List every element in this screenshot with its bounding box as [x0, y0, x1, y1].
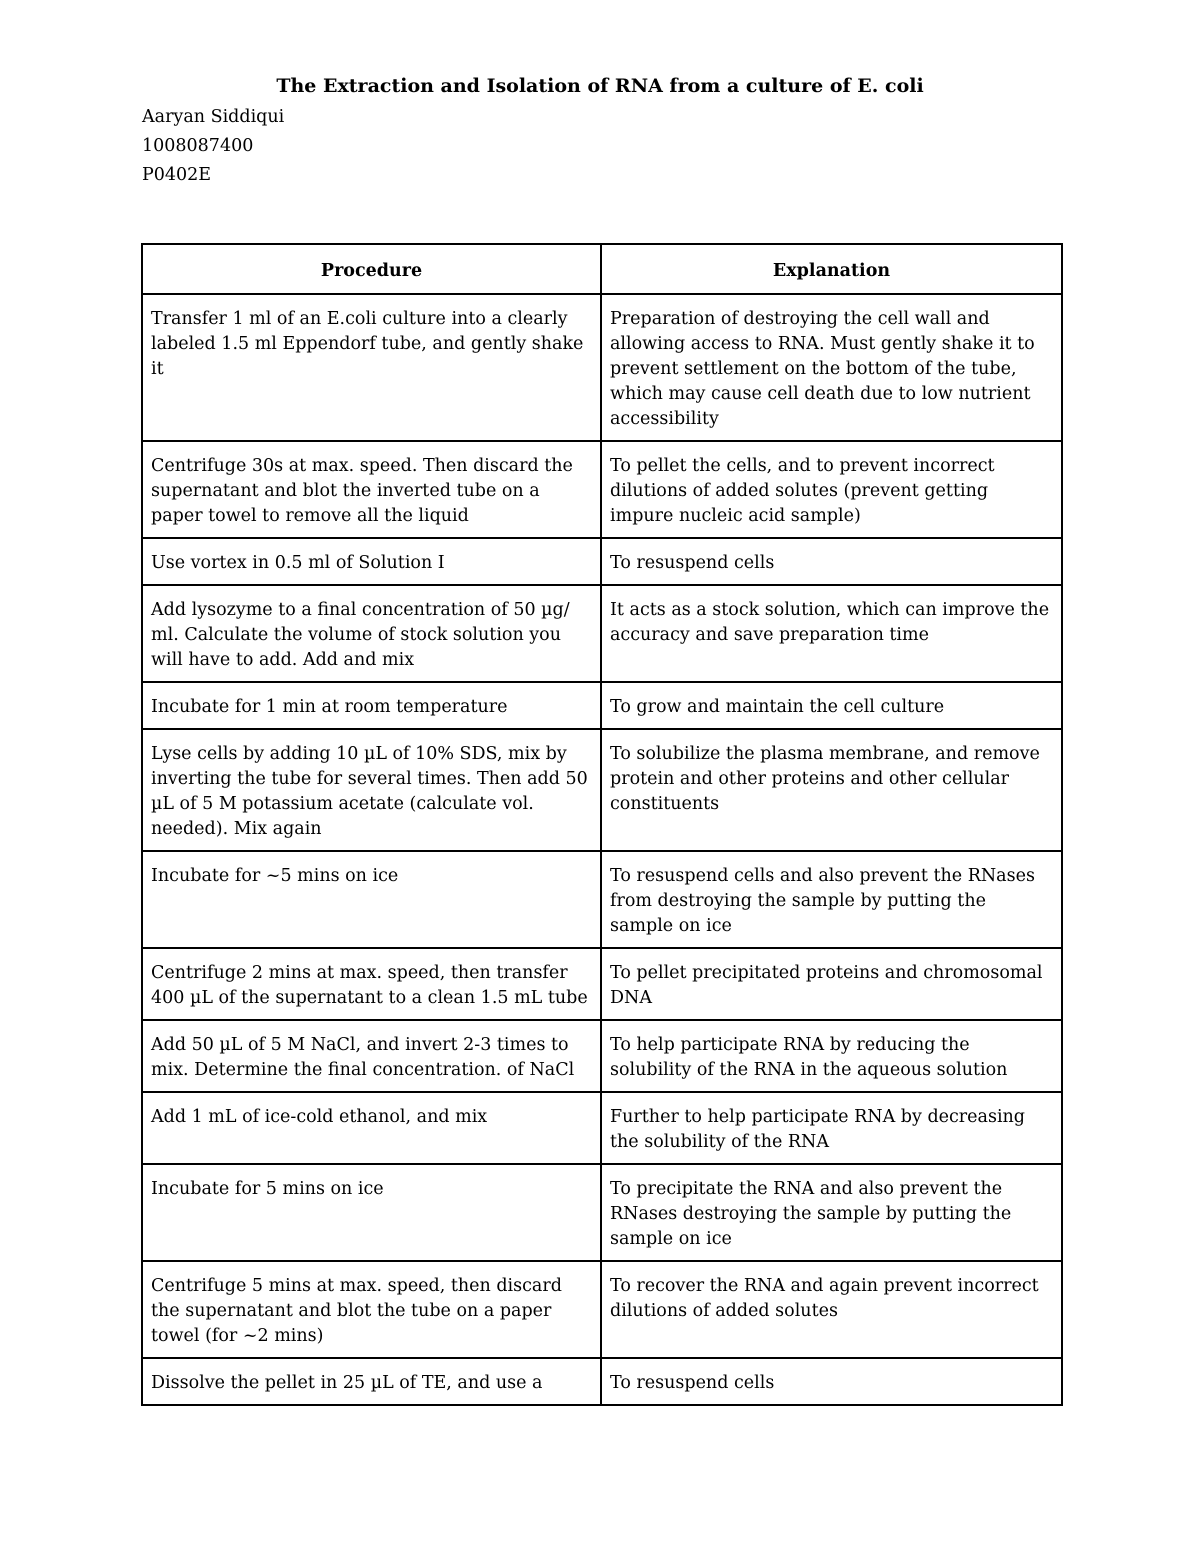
- table-row: [142, 729, 1062, 851]
- procedure-cell: Centrifuge 30s at max. speed. Then discard the supernatant and blot the inverted tube on a paper towel to remove all the liquid: [142, 441, 601, 538]
- procedure-cell: Transfer 1 ml of an E.coli culture into a clearly labeled 1.5 ml Eppendorf tube, and gently shake it: [142, 294, 601, 441]
- explanation-cell: Preparation of destroying the cell wall and allowing access to RNA. Must gently shake it to prevent settlement on the bottom of the tube, which may cause cell death due to low nutrient accessibility: [601, 294, 1062, 441]
- procedure-cell: Centrifuge 2 mins at max. speed, then transfer 400 µL of the supernatant to a clean 1.5 mL tube: [142, 948, 601, 1020]
- procedure-cell: Use vortex in 0.5 ml of Solution I: [142, 538, 601, 585]
- procedure-cell: Incubate for ~5 mins on ice: [142, 851, 601, 948]
- table-row: [142, 538, 1062, 585]
- author-name: Aaryan Siddiqui: [142, 107, 285, 127]
- explanation-cell: To resuspend cells and also prevent the RNases from destroying the sample by putting the sample on ice: [601, 851, 1062, 948]
- procedure-cell: Incubate for 1 min at room temperature: [142, 682, 601, 729]
- procedure-table: [141, 243, 1063, 1406]
- table-header-row: [142, 244, 1062, 294]
- procedure-cell: Lyse cells by adding 10 µL of 10% SDS, mix by inverting the tube for several times. Then add 50 µL of 5 M potassium acetate (calculate vol. needed). Mix again: [142, 729, 601, 851]
- explanation-cell: To pellet the cells, and to prevent incorrect dilutions of added solutes (prevent getting impure nucleic acid sample): [601, 441, 1062, 538]
- table-row: [142, 585, 1062, 682]
- procedure-cell: Add 1 mL of ice-cold ethanol, and mix: [142, 1092, 601, 1164]
- table-row: [142, 1020, 1062, 1092]
- student-number: 1008087400: [142, 136, 254, 156]
- explanation-cell: To recover the RNA and again prevent incorrect dilutions of added solutes: [601, 1261, 1062, 1358]
- explanation-cell: To resuspend cells: [601, 538, 1062, 585]
- procedure-column-header: Procedure: [142, 244, 601, 294]
- explanation-cell: To precipitate the RNA and also prevent the RNases destroying the sample by putting the sample on ice: [601, 1164, 1062, 1261]
- procedure-cell: Centrifuge 5 mins at max. speed, then discard the supernatant and blot the tube on a paper towel (for ~2 mins): [142, 1261, 601, 1358]
- table-row: [142, 1092, 1062, 1164]
- table-row: [142, 441, 1062, 538]
- explanation-cell: To resuspend cells: [601, 1358, 1062, 1405]
- explanation-cell: To help participate RNA by reducing the solubility of the RNA in the aqueous solution: [601, 1020, 1062, 1092]
- table-row: [142, 294, 1062, 441]
- explanation-cell: To pellet precipitated proteins and chromosomal DNA: [601, 948, 1062, 1020]
- document-title: The Extraction and Isolation of RNA from a culture of E. coli: [276, 75, 924, 97]
- section-code: P0402E: [142, 165, 212, 185]
- procedure-cell: Dissolve the pellet in 25 µL of TE, and use a: [142, 1358, 601, 1405]
- table-row: [142, 851, 1062, 948]
- table-row: [142, 948, 1062, 1020]
- explanation-cell: Further to help participate RNA by decreasing the solubility of the RNA: [601, 1092, 1062, 1164]
- explanation-cell: To solubilize the plasma membrane, and remove protein and other proteins and other cellular constituents: [601, 729, 1062, 851]
- explanation-column-header: Explanation: [601, 244, 1062, 294]
- explanation-cell: It acts as a stock solution, which can improve the accuracy and save preparation time: [601, 585, 1062, 682]
- procedure-cell: Incubate for 5 mins on ice: [142, 1164, 601, 1261]
- explanation-cell: To grow and maintain the cell culture: [601, 682, 1062, 729]
- table-row: [142, 1164, 1062, 1261]
- table-row: [142, 682, 1062, 729]
- table-row: [142, 1261, 1062, 1358]
- table-row: [142, 1358, 1062, 1405]
- procedure-cell: Add lysozyme to a final concentration of 50 µg/ ml. Calculate the volume of stock solution you will have to add. Add and mix: [142, 585, 601, 682]
- author-block: [142, 103, 284, 190]
- procedure-cell: Add 50 µL of 5 M NaCl, and invert 2-3 times to mix. Determine the final concentration. of NaCl: [142, 1020, 601, 1092]
